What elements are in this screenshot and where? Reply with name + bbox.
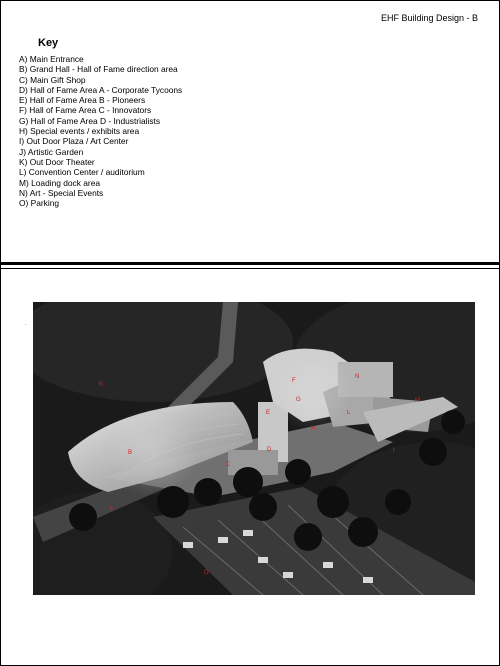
document-title: EHF Building Design - B (380, 13, 478, 23)
label-i: I (393, 448, 395, 454)
label-g: G (296, 397, 301, 403)
key-item-e: E) Hall of Fame Area B - Pioneers (19, 95, 146, 106)
key-item-m: M) Loading dock area (19, 177, 101, 188)
key-item-f: F) Hall of Fame Area C - Innovators (19, 105, 152, 116)
key-item-j: J) Artistic Garden (19, 146, 84, 157)
label-f: F (292, 378, 296, 384)
key-item-b: B) Grand Hall - Hall of Fame direction area (19, 64, 178, 75)
key-item-c: C) Main Gift Shop (19, 74, 86, 85)
label-e: E (266, 410, 271, 416)
label-o: O (204, 570, 209, 576)
site-rendering (33, 302, 475, 595)
label-c: C (226, 462, 231, 468)
divider-thick (0, 262, 500, 265)
label-d: D (267, 447, 272, 453)
key-item-k: K) Out Door Theater (19, 156, 95, 167)
key-item-a: A) Main Entrance (19, 54, 84, 64)
label-k: K (99, 382, 104, 388)
key-item-l: L) Convention Center / auditorium (19, 167, 145, 178)
key-item-d: D) Hall of Fame Area A - Corporate Tycoons (19, 84, 183, 95)
key-item-i: I) Out Door Plaza / Art Center (19, 136, 129, 147)
key-item-h: H) Special events / exhibits area (19, 126, 140, 137)
key-heading: Key (38, 37, 59, 49)
label-n: N (355, 374, 360, 380)
key-item-g: G) Hall of Fame Area D - Industrialists (19, 115, 161, 126)
site-rendering-graphic (33, 302, 475, 595)
page-mark: . (25, 321, 27, 327)
label-h: H (311, 426, 316, 432)
key-item-o: O) Parking (19, 198, 60, 209)
label-a: A (109, 506, 114, 512)
label-m: M (415, 398, 420, 404)
key-item-n: N) Art - Special Events (19, 187, 104, 198)
label-b: B (128, 450, 133, 456)
divider-thin (0, 268, 500, 269)
label-l: L (347, 410, 351, 416)
key-list (19, 54, 182, 208)
